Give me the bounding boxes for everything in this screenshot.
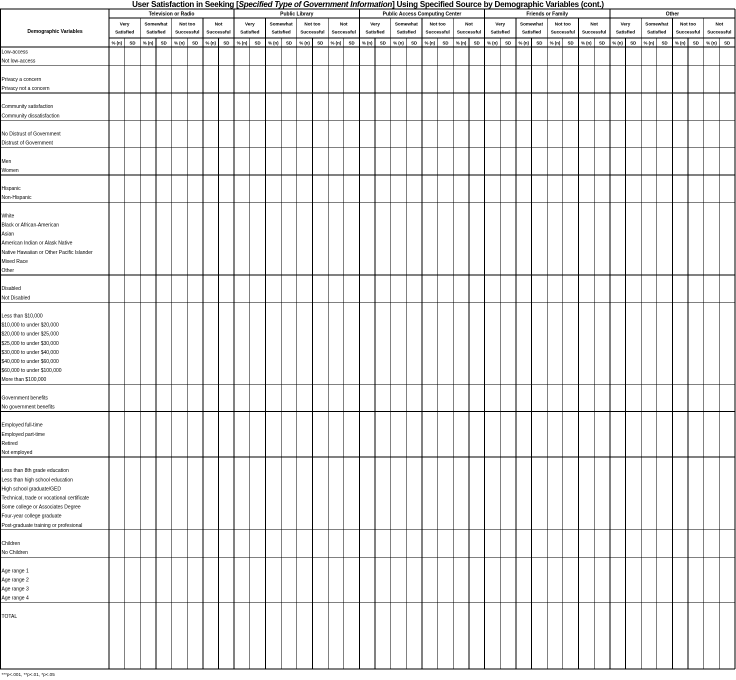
row-label: Age range 4 — [1, 595, 29, 602]
subheader-line1: Very — [495, 21, 506, 27]
row-label: $30,000 to under $40,000 — [1, 349, 59, 356]
stat-label: % (n) — [361, 40, 373, 46]
row-label: Not low-access — [1, 58, 36, 65]
subheader-line2: Successful — [331, 29, 356, 35]
stat-label: % (n) — [487, 40, 498, 46]
row-label: Privacy not a concern — [1, 86, 50, 92]
subheader-line1: Somewhat — [269, 21, 293, 27]
row-label: $40,000 to under $60,000 — [1, 359, 59, 365]
stat-label: SD — [724, 40, 731, 46]
stat-label: % (n) — [706, 40, 717, 46]
stat-label: % (n) — [612, 40, 623, 46]
title-prefix: User Satisfaction in Seeking [ — [132, 0, 239, 9]
subheader-line2: Satisfied — [615, 29, 636, 35]
subheader-line2: Successful — [425, 29, 450, 35]
row-label: Technical, trade or vocational certificate — [1, 495, 90, 502]
stat-label: % (n) — [299, 40, 310, 46]
subheader-line2: Satisfied — [271, 29, 291, 35]
stat-label: % (n) — [205, 40, 216, 46]
subheader-line2: Successful — [206, 29, 231, 35]
subheader-line1: Very — [244, 21, 255, 27]
row-label: White — [1, 213, 15, 220]
stat-label: SD — [129, 40, 136, 46]
source-header: Television or Radio — [148, 11, 195, 18]
stat-label: % (n) — [142, 40, 154, 46]
row-label: Community satisfaction — [1, 104, 54, 111]
row-label: $25,000 to under $30,000 — [1, 340, 59, 347]
row-label: Age range 2 — [1, 577, 29, 584]
subheader-line2: Satisfied — [396, 29, 416, 35]
subheader-line2: Successful — [707, 29, 732, 35]
subheader-line2: Satisfied — [240, 29, 260, 35]
subheader-line2: Satisfied — [490, 29, 510, 35]
stat-label: SD — [192, 40, 199, 46]
stat-label: SD — [567, 40, 574, 46]
row-label: Other — [1, 268, 15, 274]
subheader-line1: Somewhat — [144, 21, 168, 27]
stat-label: SD — [473, 40, 480, 46]
subheader-line1: Not — [339, 21, 348, 27]
subheader-line2: Successful — [300, 29, 325, 35]
stat-label: SD — [223, 40, 230, 46]
title-italic: Specified Type of Government Information — [238, 0, 393, 9]
row-label: Men — [1, 158, 12, 165]
stat-label: % (n) — [674, 40, 686, 46]
subheader-line1: Not — [715, 21, 724, 27]
subheader-line1: Not too — [429, 21, 446, 27]
row-label: Less than $10,000 — [1, 313, 43, 320]
table-labels — [2, 12, 732, 678]
row-label: Not Disabled — [1, 295, 31, 302]
row-label: Mixed Race — [1, 258, 28, 265]
subheader-line2: Successful — [175, 29, 200, 35]
stat-label: SD — [692, 40, 699, 46]
row-label: No government benefits — [1, 404, 55, 411]
row-label: $20,000 to under $25,000 — [1, 331, 59, 338]
subheader-line1: Somewhat — [645, 21, 669, 27]
stat-label: SD — [411, 40, 418, 46]
row-label: High school graduate/GED — [1, 486, 61, 493]
stat-label: SD — [442, 40, 449, 46]
grid-lines — [0, 9, 735, 669]
stat-label: SD — [661, 40, 668, 46]
subheader-line2: Successful — [550, 29, 575, 35]
subheader-line1: Not — [214, 21, 223, 27]
stat-label: % (n) — [393, 40, 404, 46]
source-header: Friends or Family — [526, 11, 569, 18]
row-label: Native Hawaiian or Other Pacific Islander — [1, 249, 93, 256]
stat-label: % (n) — [518, 40, 529, 46]
stat-label: SD — [254, 40, 261, 46]
stat-label: SD — [379, 40, 386, 46]
demographic-variables-header: Demographic Variables — [27, 29, 83, 35]
row-label: No Distrust of Government — [1, 131, 61, 138]
row-label: Age range 1 — [1, 568, 29, 575]
stat-label: SD — [317, 40, 324, 46]
row-label: Privacy a concern — [1, 76, 42, 83]
row-label: Asian — [1, 231, 15, 238]
row-label: Women — [1, 167, 19, 174]
subheader-line1: Very — [119, 21, 130, 27]
subheader-line2: Satisfied — [146, 29, 166, 35]
row-label: TOTAL — [1, 613, 18, 620]
subheader-line1: Not — [465, 21, 473, 27]
row-label: Non-Hispanic — [1, 195, 32, 202]
row-label: Four-year college graduate — [1, 513, 62, 520]
stat-label: % (n) — [174, 40, 185, 46]
subheader-line1: Not too — [554, 21, 571, 27]
row-label: Less than 8th grade education — [1, 468, 69, 475]
subheader-line2: Successful — [675, 29, 701, 35]
stat-label: % (n) — [424, 40, 436, 46]
stat-label: % (n) — [643, 40, 655, 46]
stat-label: % (n) — [236, 40, 248, 46]
stat-label: SD — [348, 40, 355, 46]
stat-label: % (n) — [549, 40, 561, 46]
stat-label: % (n) — [268, 40, 279, 46]
row-label: Hispanic — [1, 186, 21, 193]
source-header: Public Library — [280, 11, 314, 18]
row-label: Less than high school education — [1, 477, 73, 484]
stat-label: SD — [505, 40, 512, 46]
row-label: $60,000 to under $100,000 — [1, 368, 62, 375]
subheader-line1: Very — [370, 21, 380, 27]
subheader-line1: Somewhat — [520, 21, 544, 27]
stat-label: % (n) — [581, 40, 592, 46]
subheader-line2: Successful — [582, 29, 607, 35]
stat-label: SD — [285, 40, 292, 46]
row-label: No Children — [1, 550, 28, 557]
row-label: Distrust of Government — [1, 140, 53, 147]
subheader-line2: Satisfied — [365, 29, 385, 35]
row-label: American Indian or Alask Native — [1, 240, 73, 247]
row-label: Age range 3 — [1, 586, 29, 593]
row-label: Disabled — [1, 286, 21, 293]
subheader-line1: Not too — [304, 21, 321, 27]
subheader-line1: Not too — [179, 21, 196, 27]
subheader-line2: Satisfied — [647, 29, 667, 35]
row-label: Post-graduate training or profesional — [1, 522, 83, 529]
row-label: Government benefits — [1, 395, 48, 402]
stat-label: % (n) — [330, 40, 342, 46]
stat-label: SD — [630, 40, 637, 46]
row-label: Retired — [1, 440, 18, 447]
subheader-line2: Satisfied — [521, 29, 542, 35]
source-header: Public Access Computing Center — [382, 11, 462, 18]
stat-label: % (n) — [111, 40, 123, 46]
subheader-line2: Successful — [456, 29, 482, 35]
footnote: ***p<.001, **p<.01, *p<.05 — [1, 672, 55, 677]
subheader-line1: Somewhat — [394, 21, 418, 27]
title-suffix: ] Using Specified Source by Demographic Variables (cont.) — [392, 0, 604, 9]
stat-label: SD — [598, 40, 605, 46]
stat-label: SD — [160, 40, 167, 46]
subheader-line2: Satisfied — [115, 29, 135, 35]
row-label: Some college or Associates Degree — [1, 504, 81, 511]
row-label: Community dissatisfaction — [1, 113, 60, 120]
stat-label: % (n) — [455, 40, 467, 46]
row-label: Black or African-American — [1, 222, 60, 229]
stat-label: SD — [536, 40, 543, 46]
row-label: Employed full-time — [1, 422, 43, 429]
row-label: Not employed — [1, 450, 33, 456]
row-label: More than $100,000 — [1, 377, 47, 384]
subheader-line1: Very — [620, 21, 631, 27]
row-label: Children — [1, 541, 21, 547]
subheader-line1: Not too — [680, 21, 697, 27]
source-header: Other — [665, 11, 680, 18]
subheader-line1: Not — [590, 21, 598, 27]
row-label: $10,000 to under $20,000 — [1, 322, 59, 329]
row-label: Employed part-time — [1, 431, 45, 438]
row-label: Low-access — [1, 49, 28, 56]
